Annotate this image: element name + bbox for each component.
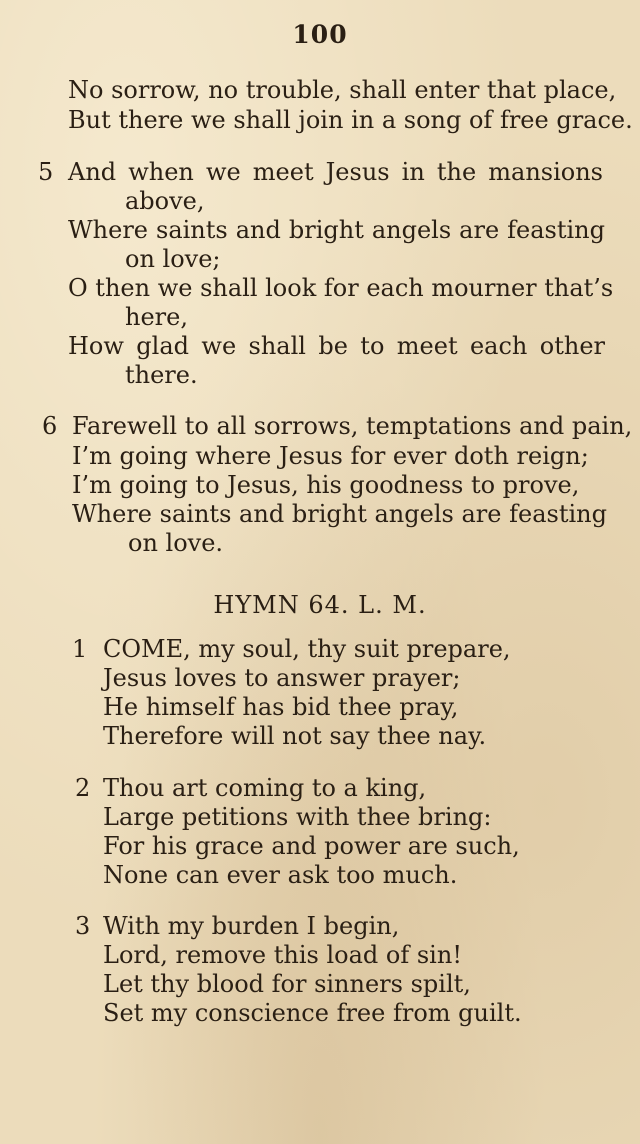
stanza-number: 1 (72, 635, 88, 663)
verse-line-continuation: here, (125, 303, 188, 331)
verse-line: With my burden I begin, (103, 912, 400, 940)
verse-line: But there we shall join in a song of free grace. (68, 106, 633, 134)
verse-line-continuation: above, (125, 187, 205, 215)
verse-line: None can ever ask too much. (103, 861, 458, 889)
hymn-title: HYMN 64. L. M. (213, 591, 427, 619)
page-number: 100 (292, 20, 348, 49)
verse-line: Therefore will not say thee nay. (103, 722, 487, 750)
verse-line-continuation: on love; (125, 245, 221, 273)
verse-line: He himself has bid thee pray, (103, 693, 459, 721)
verse-line: And when we meet Jesus in the mansions (68, 158, 603, 186)
verse-line: Where saints and bright angels are feasting (72, 500, 607, 528)
verse-line: I’m going where Jesus for ever doth reign; (72, 442, 589, 470)
verse-line: How glad we shall be to meet each other (68, 332, 605, 360)
verse-line: Large petitions with thee bring: (103, 803, 492, 831)
verse-line: Farewell to all sorrows, temptations and pain, (72, 412, 633, 440)
verse-line: Thou art coming to a king, (103, 774, 427, 802)
verse-line: Set my conscience free from guilt. (103, 999, 522, 1027)
verse-line-continuation: on love. (128, 529, 224, 557)
verse-line-continuation: there. (125, 361, 198, 389)
verse-line: COME, my soul, thy suit prepare, (103, 635, 511, 663)
verse-line: I’m going to Jesus, his goodness to prove, (72, 471, 580, 499)
verse-line: Where saints and bright angels are feasting (68, 216, 605, 244)
stanza-number: 3 (75, 912, 91, 940)
verse-line: No sorrow, no trouble, shall enter that place, (68, 76, 617, 104)
stanza-number: 6 (42, 412, 58, 440)
verse-line: Let thy blood for sinners spilt, (103, 970, 471, 998)
stanza-number: 2 (75, 774, 91, 802)
verse-line: Lord, remove this load of sin! (103, 941, 462, 969)
verse-line: O then we shall look for each mourner that’s (68, 274, 614, 302)
verse-line: For his grace and power are such, (103, 832, 520, 860)
verse-line: Jesus loves to answer prayer; (103, 664, 461, 692)
stanza-number: 5 (38, 158, 54, 186)
